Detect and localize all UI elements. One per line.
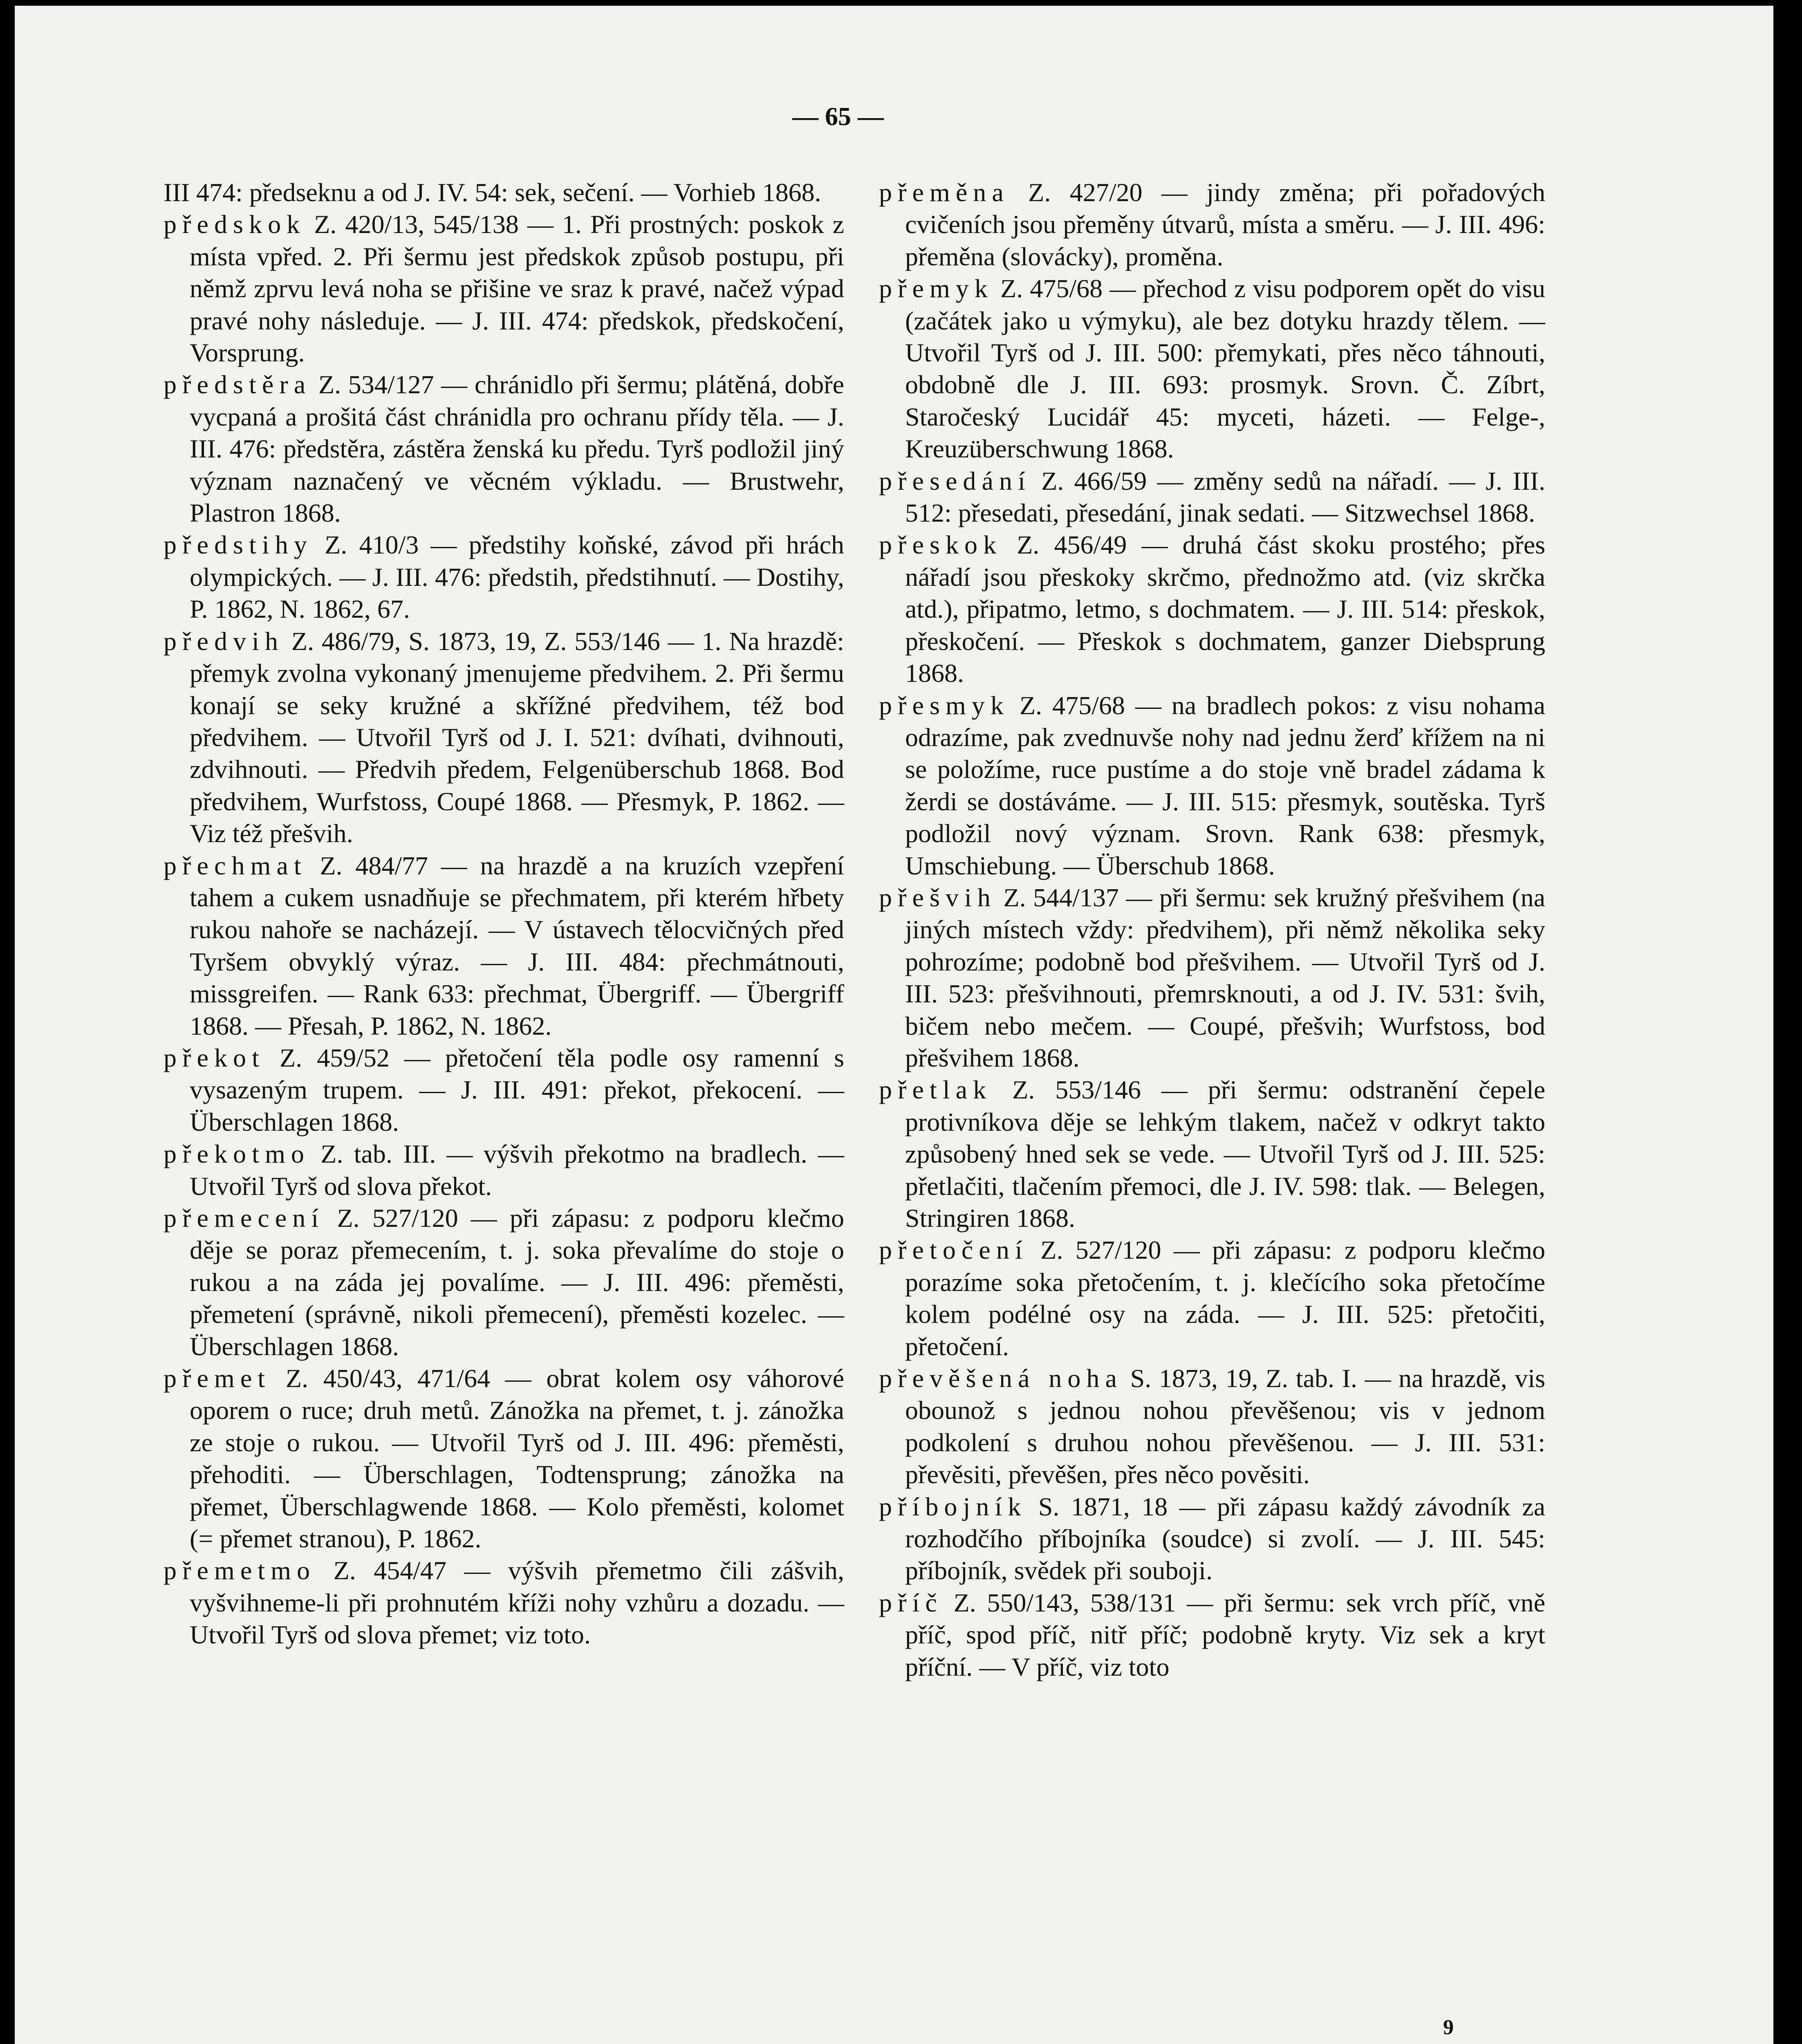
entry-headword: předstihy (164, 530, 313, 560)
dictionary-entry (879, 1491, 1545, 1587)
entry-headword: předvih (164, 626, 284, 656)
entry-headword: přemet (164, 1364, 271, 1393)
entry-headword: přetočení (879, 1235, 1028, 1265)
entry-text: Z. 553/146 — při šermu: odstranění čepele protivníkova děje se lehkým tlakem, načež v odkryt takto způsobený hned sek se vede. — Utvořil Tyrš od J. III. 525: přetlačiti, tlačením přemoci, dle J. IV. 598: tlak. — Belegen, Stringiren 1868. (905, 1075, 1546, 1233)
entry-text: Z. 456/49 — druhá část skoku prostého; přes nářadí jsou přeskoky skrčmo, přednožmo atd. (viz skrčka atd.), připatmo, letmo, s dochmatem. — J. III. 514: přeskok, přeskočení. — Přeskok s dochmatem, ganzer Diebsprung 1868. (905, 530, 1545, 688)
dictionary-entry (164, 850, 844, 1042)
dictionary-entry (879, 465, 1545, 529)
entry-text: Z. 454/47 — výšvih přemetmo čili zášvih, vyšvihneme-li při prohnutém kříži nohy vzhůru a dozadu. — Utvořil Tyrš od slova přemet; viz toto. (190, 1556, 844, 1650)
dictionary-entry (164, 369, 844, 529)
entry-headword: přemetmo (164, 1556, 316, 1585)
entry-text: Z. 527/120 — při zápasu: z podporu klečmo děje se poraz přemecením, t. j. soka převalíme do stoje o rukou a na záda jej povalíme. — J. III. 496: přeměsti, přemetení (správně, nikoli přemecení), přeměsti kozelec. — Überschlagen 1868. (190, 1204, 845, 1361)
entry-headword: přetlak (879, 1075, 992, 1105)
entry-text: Z. 550/143, 538/131 — při šermu: sek vrch příč, vně příč, spod příč, nitř příč; podobně kryty. Viz sek a kryt příční. — V příč, viz toto (905, 1588, 1546, 1681)
entry-headword: přemyk (879, 274, 993, 303)
entry-text: Z. 544/137 — při šermu: sek kružný přešvihem (na jiných místech vždy: předvihem), při němž několika seky pohrozíme; podobně bod přešvihem. — Utvořil Tyrš od J. III. 523: přešvihnouti, přemrsknouti, a od J. IV. 531: švih, bičem nebo mečem. — Coupé, přešvih; Wurfstoss, bod přešvihem 1868. (905, 883, 1546, 1072)
entry-headword: příbojník (879, 1492, 1027, 1521)
entry-headword: příč (879, 1588, 943, 1617)
entry-headword: přeskok (879, 530, 1002, 560)
dictionary-entry (879, 529, 1545, 689)
entry-headword: přesmyk (879, 690, 1009, 720)
dictionary-entry (879, 1587, 1545, 1683)
column-right (879, 177, 1545, 1683)
dictionary-entry (164, 1042, 844, 1138)
entry-headword: překotmo (164, 1139, 310, 1169)
dictionary-entry (879, 882, 1545, 1074)
entry-text: Z. tab. III. — výšvih překotmo na bradlech. — Utvořil Tyrš od slova překot. (190, 1139, 845, 1201)
entry-text: Z. 475/68 — přechod z visu podporem opět do visu (začátek jako u výmyku), ale bez dotyku hrazdy tělem. — Utvořil Tyrš od J. III. 500: přemykati, přes něco táhnouti, obdobně dle J. III. 693: prosmyk. Srovn. Č. Zíbrt, Staročeský Lucidář 45: myceti, házeti. — Felge-, Kreuzüberschwung 1868. (905, 274, 1546, 464)
entry-text: Z. 466/59 — změny sedů na nářadí. — J. III. 512: přesedati, přesedání, jinak sedati. — Sitzwechsel 1868. (905, 466, 1546, 528)
column-left (164, 177, 844, 1651)
entry-text: Z. 534/127 — chránidlo při šermu; plátěná, dobře vycpaná a prošitá část chránidla pro ochranu přídy těla. — J. III. 476: předstěra, zástěra ženská ku předu. Tyrš podložil jiný význam naznačený ve věcném výkladu. — Brustwehr, Plastron 1868. (190, 370, 845, 528)
entry-text: Z. 450/43, 471/64 — obrat kolem osy váhorové oporem o ruce; druh metů. Zánožka na přemet, t. j. zánožka ze stoje o rukou. — Utvořil Tyrš od J. III. 496: přeměsti, přehoditi. — Überschlagen, Todtensprung; zánožka na přemet, Überschlagwende 1868. — Kolo přeměsti, kolomet (= přemet stranou), P. 1862. (190, 1364, 845, 1553)
printer-signature: 9 (1443, 2016, 1454, 2039)
dictionary-entry (164, 208, 844, 369)
dictionary-entry (164, 529, 844, 625)
entry-text: Z. 427/20 — jindy změna; při pořadových cvičeních jsou přeměny útvarů, místa a směru. — J. III. 496: přeměna (slovácky), proměna. (905, 178, 1546, 271)
dictionary-entry (164, 1138, 844, 1202)
entry-headword: převěšená noha (879, 1364, 1123, 1393)
entry-headword: předstěra (164, 370, 312, 399)
entry-headword: přešvih (879, 883, 996, 912)
dictionary-entry (879, 1234, 1545, 1363)
entry-headword: přemecení (164, 1204, 325, 1233)
entry-text: Z. 484/77 — na hrazdě a na kruzích vzepření tahem a cukem usnadňuje se přechmatem, při kterém hřbety rukou nahoře se nacházejí. — V ústavech tělocvičných před Tyršem obvyklý výraz. — J. III. 484: přechmátnouti, missgreifen. — Rank 633: přechmat, Übergriff. — Übergriff 1868. — Přesah, P. 1862, N. 1862. (190, 851, 845, 1040)
page-number: — 65 — (792, 102, 884, 131)
dictionary-entry (164, 1202, 844, 1363)
entry-text: Z. 459/52 — přetočení těla podle osy ramenní s vysazeným trupem. — J. III. 491: překot, překocení. — Überschlagen 1868. (190, 1043, 845, 1136)
dictionary-entry (164, 625, 844, 850)
dictionary-entry (164, 177, 844, 208)
entry-text: Z. 486/79, S. 1873, 19, Z. 553/146 — 1. Na hrazdě: přemyk zvolna vykonaný jmenujeme předvihem. 2. Při šermu konají se seky kružné a skřížné předvihem, též bod předvihem. — Utvořil Tyrš od J. I. 521: dvíhati, dvihnouti, zdvihnouti. — Předvih předem, Felgenüberschub 1868. Bod předvihem, Wurfstoss, Coupé 1868. — Přesmyk, P. 1862. — Viz též přešvih. (190, 626, 845, 848)
dictionary-entry (879, 273, 1545, 465)
entry-headword: přeměna (879, 178, 1009, 207)
entry-headword: překot (164, 1043, 265, 1072)
dictionary-entry (879, 1074, 1545, 1234)
dictionary-entry (879, 1363, 1545, 1491)
entry-headword: přesedání (879, 466, 1031, 495)
entry-text: III 474: předseknu a od J. IV. 54: sek, sečení. — Vorhieb 1868. (164, 178, 821, 207)
entry-text: Z. 420/13, 545/138 — 1. Při prostných: poskok z místa vpřed. 2. Při šermu jest předskok způsob postupu, při němž zprvu levá noha se přišine ve sraz k pravé, načež výpad pravé nohy následuje. — J. III. 474: předskok, předskočení, Vorsprung. (190, 210, 845, 368)
entry-text: Z. 527/120 — při zápasu: z podporu klečmo porazíme soka přetočením, t. j. klečícího soka přetočíme kolem podélné osy na záda. — J. III. 525: přetočiti, přetočení. (905, 1235, 1546, 1361)
dictionary-entry (164, 1363, 844, 1555)
dictionary-entry (879, 177, 1545, 273)
entry-text: Z. 410/3 — předstihy koňské, závod při hrách olympických. — J. III. 476: předstih, předstihnutí. — Dostihy, P. 1862, N. 1862, 67. (190, 530, 845, 624)
entry-headword: přechmat (164, 851, 307, 880)
dictionary-entry (879, 690, 1545, 882)
entry-text: S. 1871, 18 — při zápasu každý závodník za rozhodčího příbojníka (soudce) si zvolí. — J. III. 545: příbojník, svědek při souboji. (905, 1492, 1546, 1585)
dictionary-entry (164, 1555, 844, 1651)
entry-text: Z. 475/68 — na bradlech pokos: z visu nohama odrazíme, pak zvednuvše nohy nad jednu žerď křížem na ni se položíme, ruce pustíme a do stoje vně bradel zádama k žerdi se dostáváme. — J. III. 515: přesmyk, soutěska. Tyrš podložil nový význam. Srovn. Rank 638: přesmyk, Umschiebung. — Überschub 1868. (905, 690, 1546, 880)
entry-headword: předskok (164, 210, 306, 239)
entry-text: S. 1873, 19, Z. tab. I. — na hrazdě, vis obounož s jednou nohou převěšenou; vis v jednom podkolení s druhou nohou převěšenou. — J. III. 531: převěsiti, převěšen, přes něco pověsiti. (905, 1364, 1546, 1489)
